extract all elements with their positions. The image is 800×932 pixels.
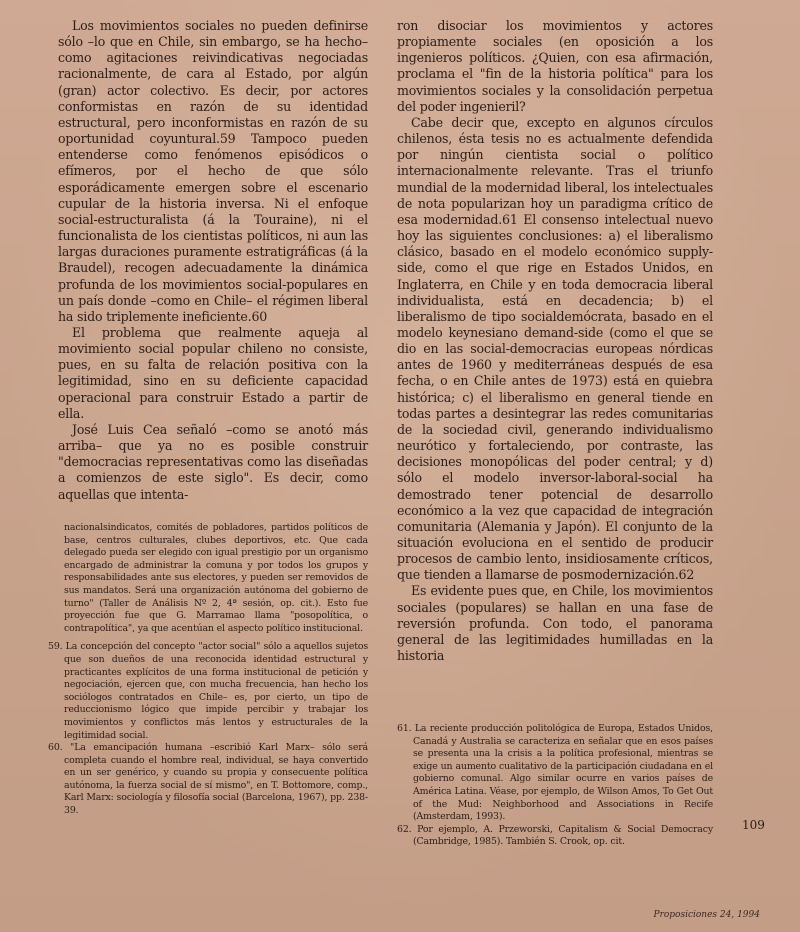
right-paragraph-3: Es evidente pues que, en Chile, los movimientos sociales (populares) se hallan en una fase de reversión profunda. Con todo, el panorama general de las legitimidades humilladas en la historia [397,583,713,664]
footnote-60: 60. "La emancipación humana –escribió Karl Marx– sólo será completa cuando el hombre real, individual, se haya convertido en un ser genérico, y cuando su propia y consecuente política autónoma, la fuerza social de sí mismo", en T. Bottomore, comp., Karl Marx: sociología y filosofía social (Barcelona, 1967), pp. 238-39. [48,742,368,817]
footnote-62: 62. Por ejemplo, A. Przeworski, Capitalism & Social Democracy (Cambridge, 1985). También S. Crook, op. cit. [397,823,713,848]
left-footnotes [48,522,368,818]
left-paragraph-2: El problema que realmente aqueja al movimiento social popular chileno no consiste, pues, en su falta de relación positiva con la legitimidad, sino en su deficiente capacidad operacional para construir Estado a partir de ella. [58,324,368,421]
left-paragraph-3: José Luis Cea señaló –como se anotó más arriba– que ya no es posible construir "democracias representativas como las diseñadas a comienzos de este siglo". Es decir, como aquellas que intenta- [58,421,368,502]
right-paragraph-1: ron disociar los movimientos y actores propiamente sociales (en oposición a los ingenieros políticos. ¿Quien, con esa afirmación, proclama el "fin de la historia política" para los movimientos sociales y la consolidación perpetua del poder ingenieril? [397,18,713,114]
page-number: 109 [742,818,765,832]
journal-footer: Proposiciones 24, 1994 [653,910,760,920]
right-paragraph-2: Cabe decir que, excepto en algunos círculos chilenos, ésta tesis no es actualmente defendida por ningún cientista social o político internacionalmente relevante. Tras el triunfo mundial de la modernidad liberal, los intelectuales de nota popularizan hoy un paradigma crítico de esa modernidad.61 El consenso intelectual nuevo hoy las siguientes conclusiones: a) el liberalismo clásico, basado en el modelo económico supply-side, como el que rige en Estados Unidos, en Inglaterra, en Chile y en toda democracia liberal individualista, está en decadencia; b) el liberalismo de tipo socialdemócrata, basado en el modelo keynesiano demand-side (como el que se dio en las social-democracias europeas nórdicas antes de 1960 y mediterráneas después de esa fecha, o en Chile antes de 1973) está en quiebra histórica; c) el liberalismo en general tiende en todas partes a desintegrar las redes comunitarias de la sociedad civil, generando individualismo neurótico y fortaleciendo, por contraste, las decisiones monopólicas del poder central; y d) sólo el modelo inversor-laboral-social ha demostrado tener potencial de desarrollo económico a la vez que capacidad de integración comunitaria (Alemania y Japón). El conjunto de la situación evoluciona en el sentido de producir procesos de cambio lento, insidiosamente críticos, que tienden a llamarse de posmodernización.62 [397,114,713,583]
right-column [397,18,713,664]
footnote-continuation: nacionalsindicatos, comités de pobladores, partidos políticos de base, centros culturales, clubes deportivos, etc. Que cada delegado pueda ser elegido con igual prestigio por un organismo encargado de administrar la comuna y por todos los grupos y responsabilidades ante sus electores, y pueden ser removidos de sus mandatos. Será una organización autónoma del gobierno de turno" (Taller de Análisis Nº 2, 4ª sesión, op. cit.). Esto fue proyección fue que G. Marramao llama "posopolítica, o contrapolítica", ya que acentúan el aspecto político institucional. [64,522,368,634]
footnote-61: 61. La reciente producción politológica de Europa, Estados Unidos, Canadá y Australia se caracteriza en señalar que en esos países se presenta una la crisis a la política profesional, mientras se exige un aumento cualitativo de la participación ciudadana en el gobierno comunal. Algo similar ocurre en varios países de América Latina. Véase, por ejemplo, de Wilson Amos, To Get Out of the Mud: Neighborhood and Associations in Recife (Amsterdam, 1993). [397,723,713,823]
left-paragraph-1: Los movimientos sociales no pueden definirse sólo –lo que en Chile, sin embargo, se ha hecho– como agitaciones reivindicativas negociadas racionalmente, de cara al Estado, por algún (gran) actor colectivo. Es decir, por actores conformistas en razón de su identidad estructural, pero inconformistas en razón de su oportunidad coyuntural.59 Tampoco pueden entenderse como fenómenos episódicos o efímeros, por el hecho de que sólo esporádicamente emergen sobre el escenario cupular de la historia inversa. Ni el enfoque social-estructuralista (á la Touraine), ni el funcionalista de los cientistas políticos, ni aun las largas duraciones puramente estratigráficas (á la Braudel), recogen adecuadamente la dinámica profunda de los movimientos social-populares en un país donde –como en Chile– el régimen liberal ha sido triplemente ineficiente.60 [58,18,368,324]
right-footnotes [397,723,713,849]
footnote-59: 59. La concepción del concepto "actor social" sólo a aquellos sujetos que son dueños de una reconocida identidad estructural y practicantes explícitos de una forma institucional de petición y negociación, ejercen que, con mucha frecuencia, han hecho los sociólogos contratados en Chile– es, por cierto, un tipo de reduccionismo lógico que impide percibir y trabajar los movimientos y conflictos más lentos y estructurales de la legitimidad social. [48,641,368,741]
left-column [58,18,368,503]
